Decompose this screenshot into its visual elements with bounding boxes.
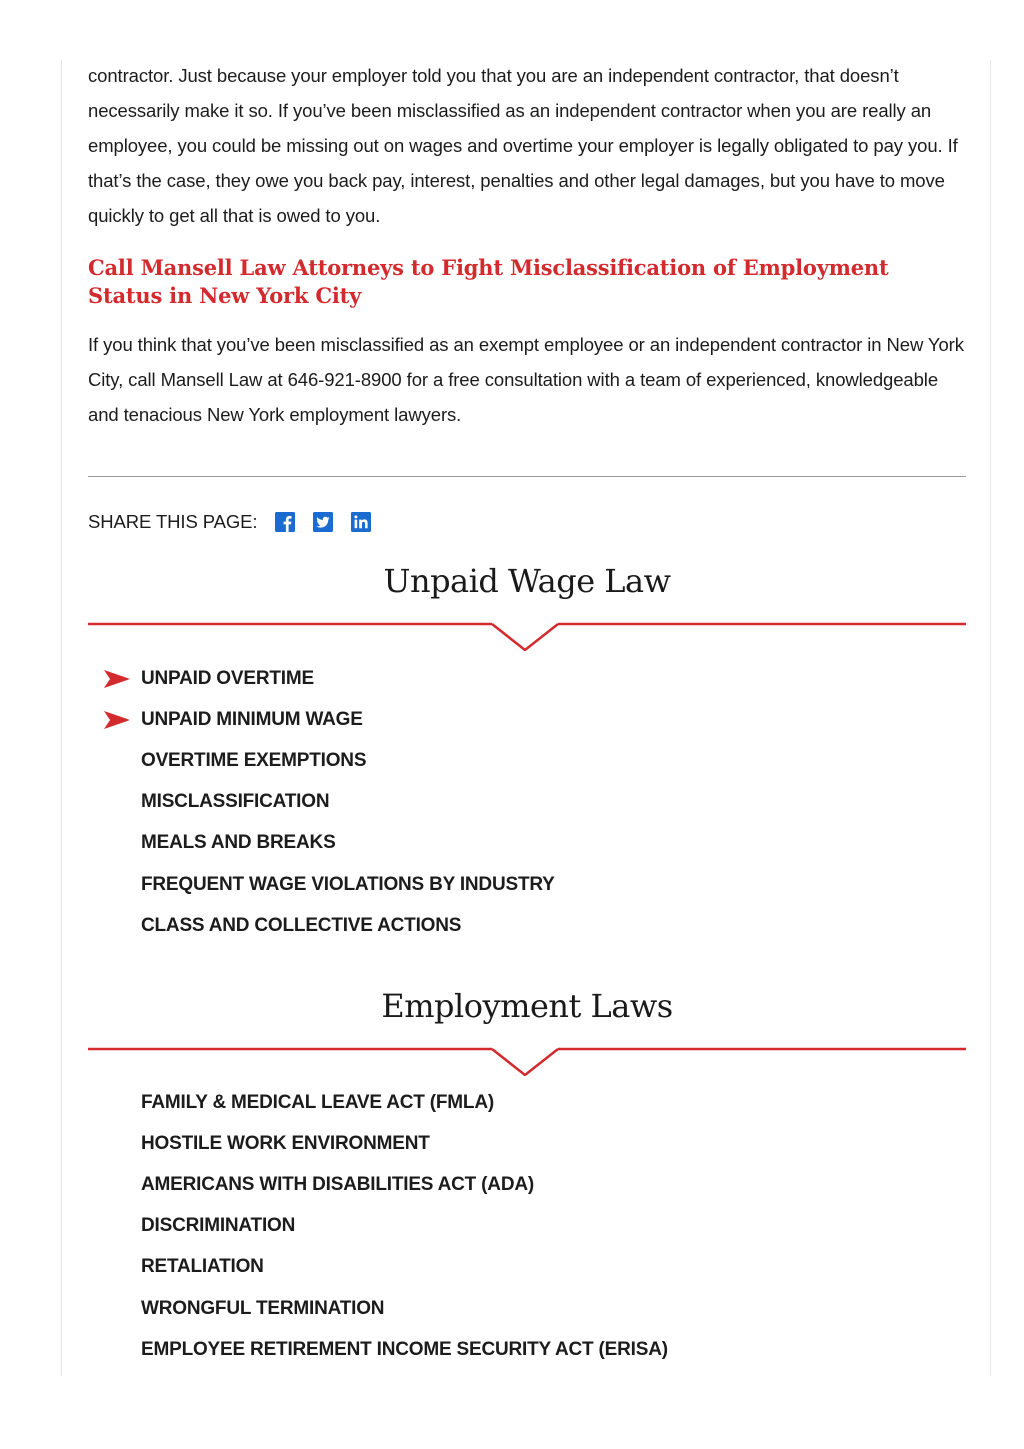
section-divider xyxy=(88,617,966,651)
twitter-icon[interactable] xyxy=(313,512,333,532)
menu-item-label: WRONGFUL TERMINATION xyxy=(141,1297,385,1319)
unpaid-wage-title: Unpaid Wage Law xyxy=(383,562,671,600)
menu-item-erisa[interactable] xyxy=(104,1329,668,1370)
menu-item-label: RETALIATION xyxy=(141,1256,264,1278)
menu-item-discrimination[interactable] xyxy=(104,1206,668,1247)
menu-item-frequent-wage-violations[interactable] xyxy=(104,864,555,905)
menu-item-label: UNPAID OVERTIME xyxy=(141,667,314,689)
menu-item-label: FAMILY & MEDICAL LEAVE ACT (FMLA) xyxy=(141,1091,494,1113)
facebook-icon[interactable] xyxy=(275,512,295,532)
menu-item-label: UNPAID MINIMUM WAGE xyxy=(141,708,363,730)
linkedin-icon[interactable] xyxy=(351,512,371,532)
employment-laws-title: Employment Laws xyxy=(381,987,673,1025)
employment-laws-menu xyxy=(104,1082,668,1370)
horizontal-divider xyxy=(88,476,966,477)
menu-item-label: MEALS AND BREAKS xyxy=(141,832,336,854)
menu-item-fmla[interactable] xyxy=(104,1082,668,1123)
menu-item-overtime-exemptions[interactable] xyxy=(104,740,555,781)
menu-item-label: FREQUENT WAGE VIOLATIONS BY INDUSTRY xyxy=(141,873,555,895)
menu-item-label: AMERICANS WITH DISABILITIES ACT (ADA) xyxy=(141,1173,534,1195)
menu-item-label: DISCRIMINATION xyxy=(141,1215,296,1237)
menu-item-meals-and-breaks[interactable] xyxy=(104,823,555,864)
menu-item-ada[interactable] xyxy=(104,1164,668,1205)
menu-item-wrongful-termination[interactable] xyxy=(104,1288,668,1329)
menu-item-class-and-collective-actions[interactable] xyxy=(104,905,555,946)
menu-item-retaliation[interactable] xyxy=(104,1247,668,1288)
share-bar xyxy=(88,508,389,536)
menu-item-label: HOSTILE WORK ENVIRONMENT xyxy=(141,1132,430,1154)
menu-item-misclassification[interactable] xyxy=(104,782,555,823)
unpaid-wage-menu xyxy=(104,658,555,946)
menu-item-unpaid-minimum-wage[interactable] xyxy=(104,699,555,740)
article-paragraph-1: contractor. Just because your employer told you that you are an independent contractor, that doesn’t necessarily make it so. If you’ve been misclassified as an independent contractor when you are really an employee, you could be missing out on wages and overtime your employer is legally obligated to pay you. If that’s the case, they owe you back pay, interest, penalties and other legal damages, but you have to move quickly to get all that is owed to you. xyxy=(88,65,958,226)
menu-item-hostile-work-environment[interactable] xyxy=(104,1123,668,1164)
menu-item-label: EMPLOYEE RETIREMENT INCOME SECURITY ACT (ERISA) xyxy=(141,1338,668,1360)
share-label: SHARE THIS PAGE: xyxy=(88,511,258,532)
section-divider xyxy=(88,1042,966,1076)
arrow-icon xyxy=(104,711,130,729)
menu-item-label: CLASS AND COLLECTIVE ACTIONS xyxy=(141,914,462,936)
menu-item-label: MISCLASSIFICATION xyxy=(141,791,330,813)
menu-item-label: OVERTIME EXEMPTIONS xyxy=(141,749,367,771)
article-subheading: Call Mansell Law Attorneys to Fight Misclassification of Employment Status in New York City xyxy=(88,255,889,308)
arrow-icon xyxy=(104,670,130,688)
article-paragraph-2: If you think that you’ve been misclassified as an exempt employee or an independent contractor in New York City, call Mansell Law at 646-921-8900 for a free consultation with a team of experienced, knowledgeable and tenacious New York employment lawyers. xyxy=(88,334,964,425)
menu-item-unpaid-overtime[interactable] xyxy=(104,658,555,699)
